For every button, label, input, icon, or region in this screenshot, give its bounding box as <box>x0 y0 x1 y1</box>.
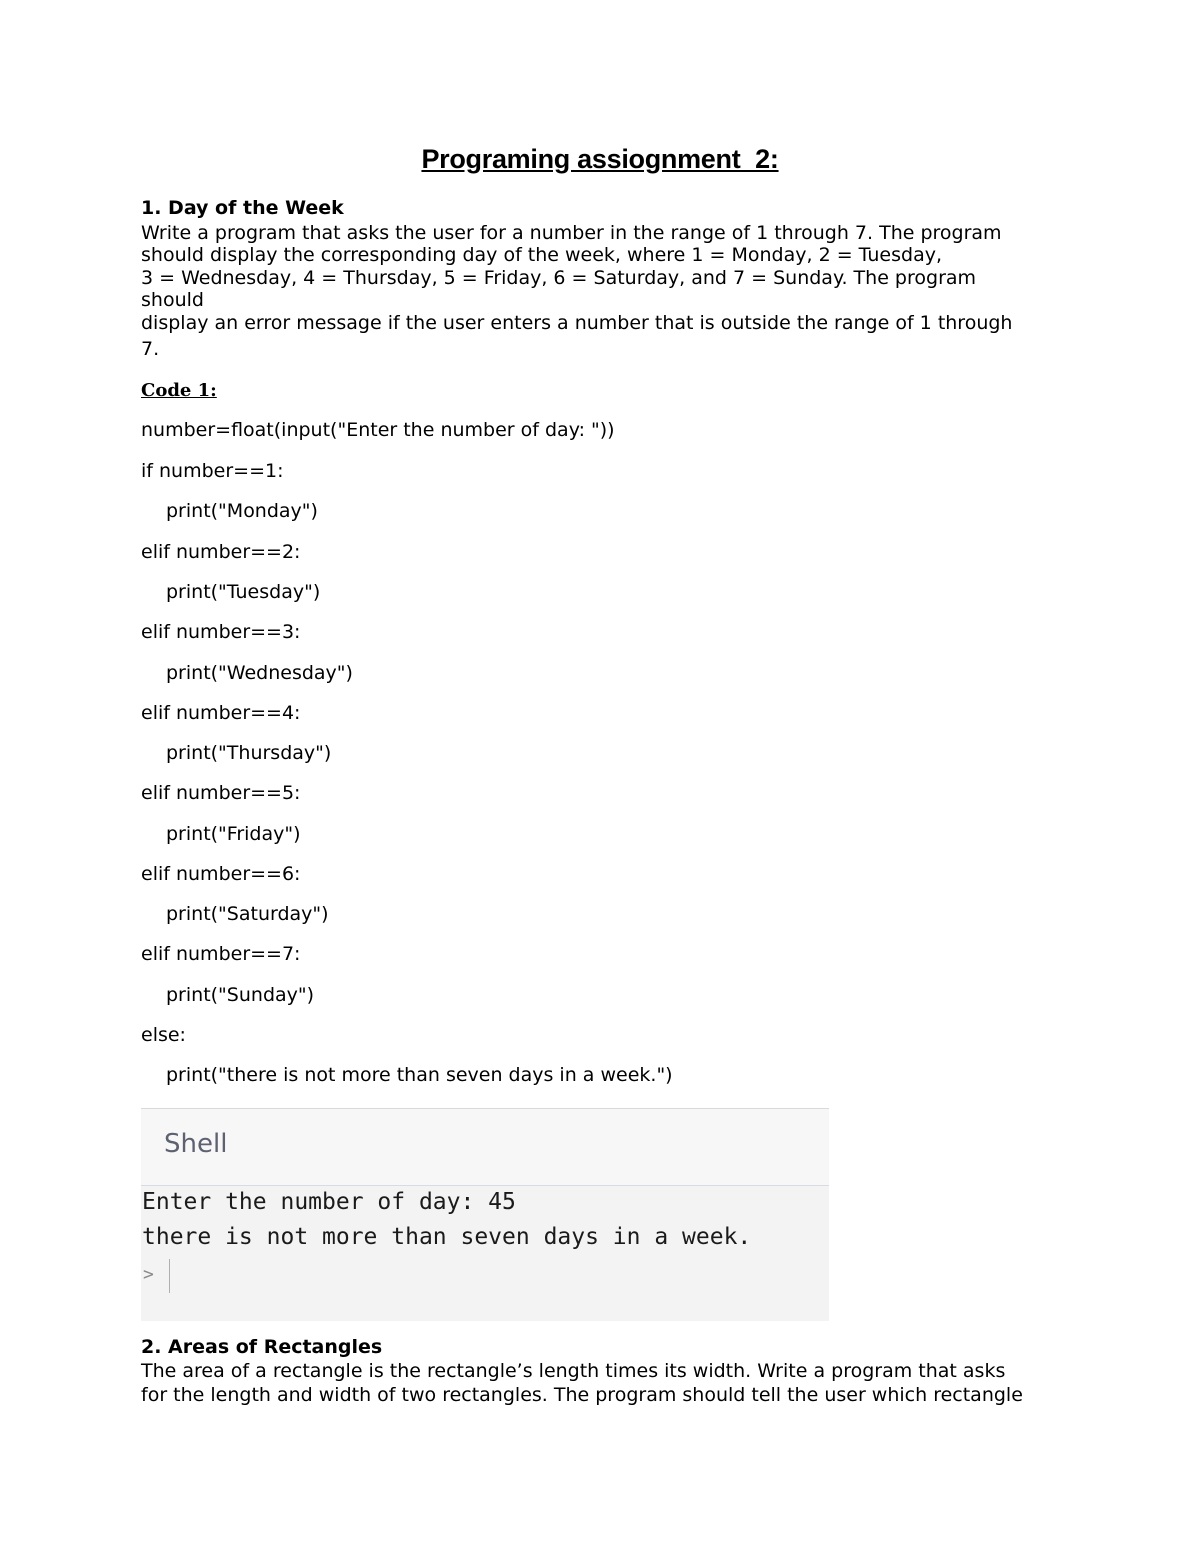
section-1-line: 3 = Wednesday, 4 = Thursday, 5 = Friday, 6 = Saturday, and 7 = Sunday. The program <box>141 267 977 289</box>
section-1-heading: 1. Day of the Week <box>141 197 344 219</box>
code-line: elif number==5: <box>141 782 301 804</box>
code-line: print("Thursday") <box>166 742 332 764</box>
shell-title: Shell <box>164 1129 228 1159</box>
shell-panel <box>141 1108 829 1321</box>
section-2-line: The area of a rectangle is the rectangle’s length times its width. Write a program that asks <box>141 1360 1006 1382</box>
shell-prompt: > <box>143 1264 154 1285</box>
section-2-heading: 2. Areas of Rectangles <box>141 1336 383 1358</box>
section-1-line: should <box>141 289 204 311</box>
code-line: print("Monday") <box>166 500 318 522</box>
shell-output-line: Enter the number of day: 45 <box>142 1189 516 1215</box>
shell-header <box>141 1109 829 1186</box>
code-line: print("Saturday") <box>166 903 329 925</box>
section-1-line: Write a program that asks the user for a number in the range of 1 through 7. The program <box>141 222 1002 244</box>
code-line: print("Tuesday") <box>166 581 321 603</box>
code-line: elif number==7: <box>141 943 301 965</box>
code-line: print("Friday") <box>166 823 301 845</box>
code-line: number=float(input("Enter the number of day: ")) <box>141 419 615 441</box>
section-2-line: for the length and width of two rectangles. The program should tell the user which rectangle <box>141 1384 1023 1406</box>
shell-output-line: there is not more than seven days in a week. <box>142 1224 752 1250</box>
code-line: print("Sunday") <box>166 984 315 1006</box>
code-line: if number==1: <box>141 460 284 482</box>
code-line: elif number==2: <box>141 541 301 563</box>
code-line: elif number==4: <box>141 702 301 724</box>
code-line: elif number==6: <box>141 863 301 885</box>
code-1-label: Code 1: <box>141 380 217 401</box>
section-1-line: 7. <box>141 338 160 360</box>
code-line: else: <box>141 1024 186 1046</box>
section-1-line: should display the corresponding day of the week, where 1 = Monday, 2 = Tuesday, <box>141 244 943 266</box>
section-1-line: display an error message if the user enters a number that is outside the range of 1 through <box>141 312 1013 334</box>
code-line: elif number==3: <box>141 621 301 643</box>
shell-input-cursor[interactable] <box>169 1259 170 1293</box>
code-line: print("Wednesday") <box>166 662 353 684</box>
document-title: Programing assiognment_2: <box>421 144 779 174</box>
code-line: print("there is not more than seven days in a week.") <box>166 1064 673 1086</box>
